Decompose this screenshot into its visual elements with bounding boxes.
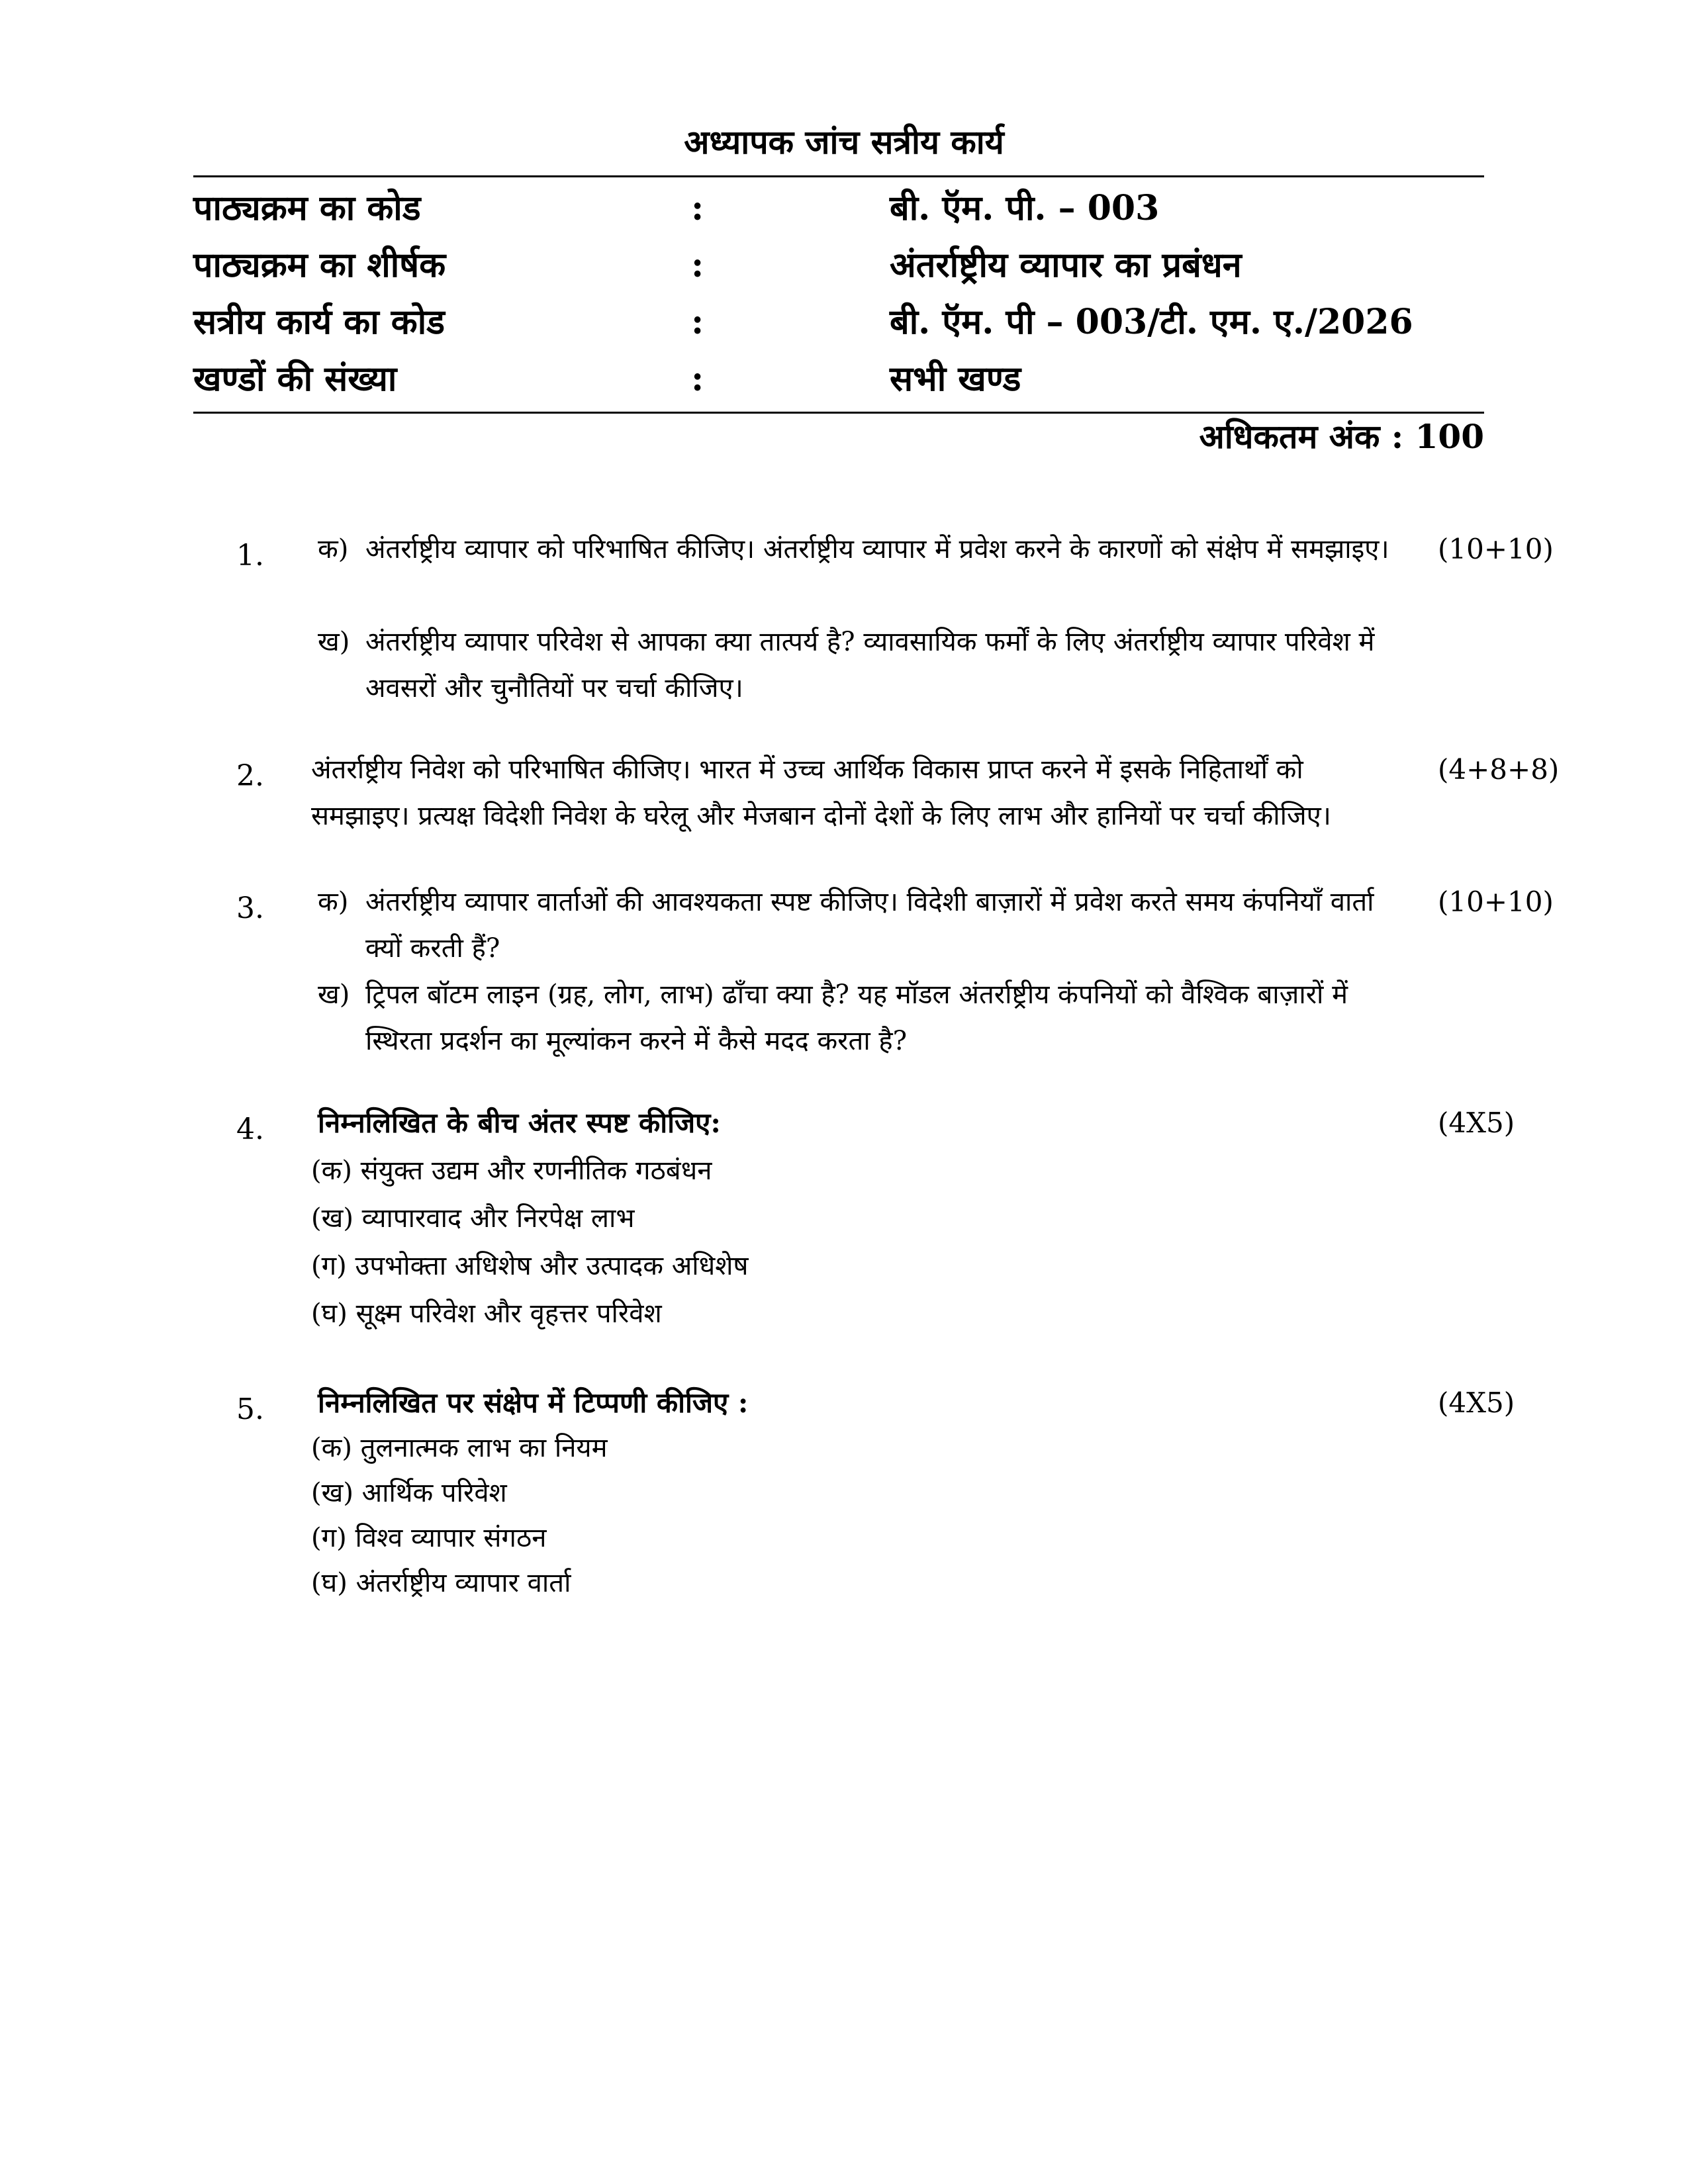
list-item: (क) संयुक्त उद्यम और रणनीतिक गठबंधन [311,1156,712,1186]
course-title-label: पाठ्यक्रम का शीर्षक [193,245,446,285]
list-item: (ग) विश्व व्यापार संगठन [311,1523,547,1553]
part-label: ख) [318,979,350,1010]
question-heading: निम्नलिखित पर संक्षेप में टिप्पणी कीजिए : [318,1387,749,1419]
list-item: (ख) व्यापारवाद और निरपेक्ष लाभ [311,1203,635,1234]
document-title: अध्यापक जांच सत्रीय कार्य [684,122,1004,161]
part-text: ट्रिपल बॉटम लाइन (ग्रह, लोग, लाभ) ढाँचा क्या है? यह मॉडल अंतर्राष्ट्रीय कंपनियों को वैश्विक बाज़ारों में स्थिरता प्रदर्शन का मूल्यांकन करने में कैसे मदद करता है? [365,979,1348,1056]
assignment-code-colon: : [691,302,704,342]
question-number: 4. [236,1113,264,1146]
list-item: (ख) आर्थिक परिवेश [311,1478,507,1508]
course-title-value: अंतर्राष्ट्रीय व्यापार का प्रबंधन [890,245,1242,285]
blocks-colon: : [691,359,704,399]
course-code-value: बी. ऍम. पी. – 003 [890,188,1160,228]
list-item: (घ) सूक्ष्म परिवेश और वृहत्तर परिवेश [311,1298,662,1329]
course-code-row [193,180,1484,237]
list-item: (क) तुलनात्मक लाभ का नियम [311,1433,608,1463]
course-code-colon: : [691,188,704,228]
part-label: क) [318,534,349,565]
list-item: (ग) उपभोक्ता अधिशेष और उत्पादक अधिशेष [311,1251,749,1281]
assignment-code-row [193,294,1484,351]
question-marks: (10+10) [1438,533,1554,565]
assignment-code-value: बी. ऍम. पी – 003/टी. एम. ए./2026 [890,302,1413,342]
question-marks: (10+10) [1438,886,1554,918]
assignment-code-label: सत्रीय कार्य का कोड [193,302,445,342]
question-marks: (4+8+8) [1438,753,1560,786]
question-number: 2. [236,759,264,793]
part-text: अंतर्राष्ट्रीय व्यापार वार्ताओं की आवश्यकता स्पष्ट कीजिए। विदेशी बाज़ारों में प्रवेश करते समय कंपनियाँ वार्ता क्यों करती हैं? [365,887,1374,964]
part-label: क) [318,887,349,917]
part-text: अंतर्राष्ट्रीय व्यापार परिवेश से आपका क्या तात्पर्य है? व्यावसायिक फर्मों के लिए अंतर्राष्ट्रीय व्यापार परिवेश में अवसरों और चुनौतियों पर चर्चा कीजिए। [365,627,1375,704]
blocks-value: सभी खण्ड [890,359,1021,399]
course-code-label: पाठ्यक्रम का कोड [193,188,421,228]
maximum-marks: अधिकतम अंक : 100 [1199,417,1484,456]
question-text: अंतर्राष्ट्रीय निवेश को परिभाषित कीजिए। भारत में उच्च आर्थिक विकास प्राप्त करने में इसके निहितार्थों को समझाइए। प्रत्यक्ष विदेशी निवेश के घरेलू और मेजबान दोनों देशों के लिए लाभ और हानियों पर चर्चा कीजिए। [311,754,1331,831]
question-number: 1. [236,539,264,572]
question-marks: (4X5) [1438,1107,1515,1139]
course-title-row [193,237,1484,294]
top-divider [193,175,1484,177]
question-number: 5. [236,1392,264,1426]
blocks-label: खण्डों की संख्या [193,359,397,399]
part-label: ख) [318,627,350,657]
course-title-colon: : [691,245,704,285]
question-number: 3. [236,891,264,925]
list-item: (घ) अंतर्राष्ट्रीय व्यापार वार्ता [311,1568,571,1598]
part-text: अंतर्राष्ट्रीय व्यापार को परिभाषित कीजिए। अंतर्राष्ट्रीय व्यापार में प्रवेश करने के कारणों को संक्षेप में समझाइए। [365,534,1389,565]
question-heading: निम्नलिखित के बीच अंतर स्पष्ट कीजिए: [318,1107,721,1139]
blocks-row [193,351,1484,408]
question-marks: (4X5) [1438,1387,1515,1419]
